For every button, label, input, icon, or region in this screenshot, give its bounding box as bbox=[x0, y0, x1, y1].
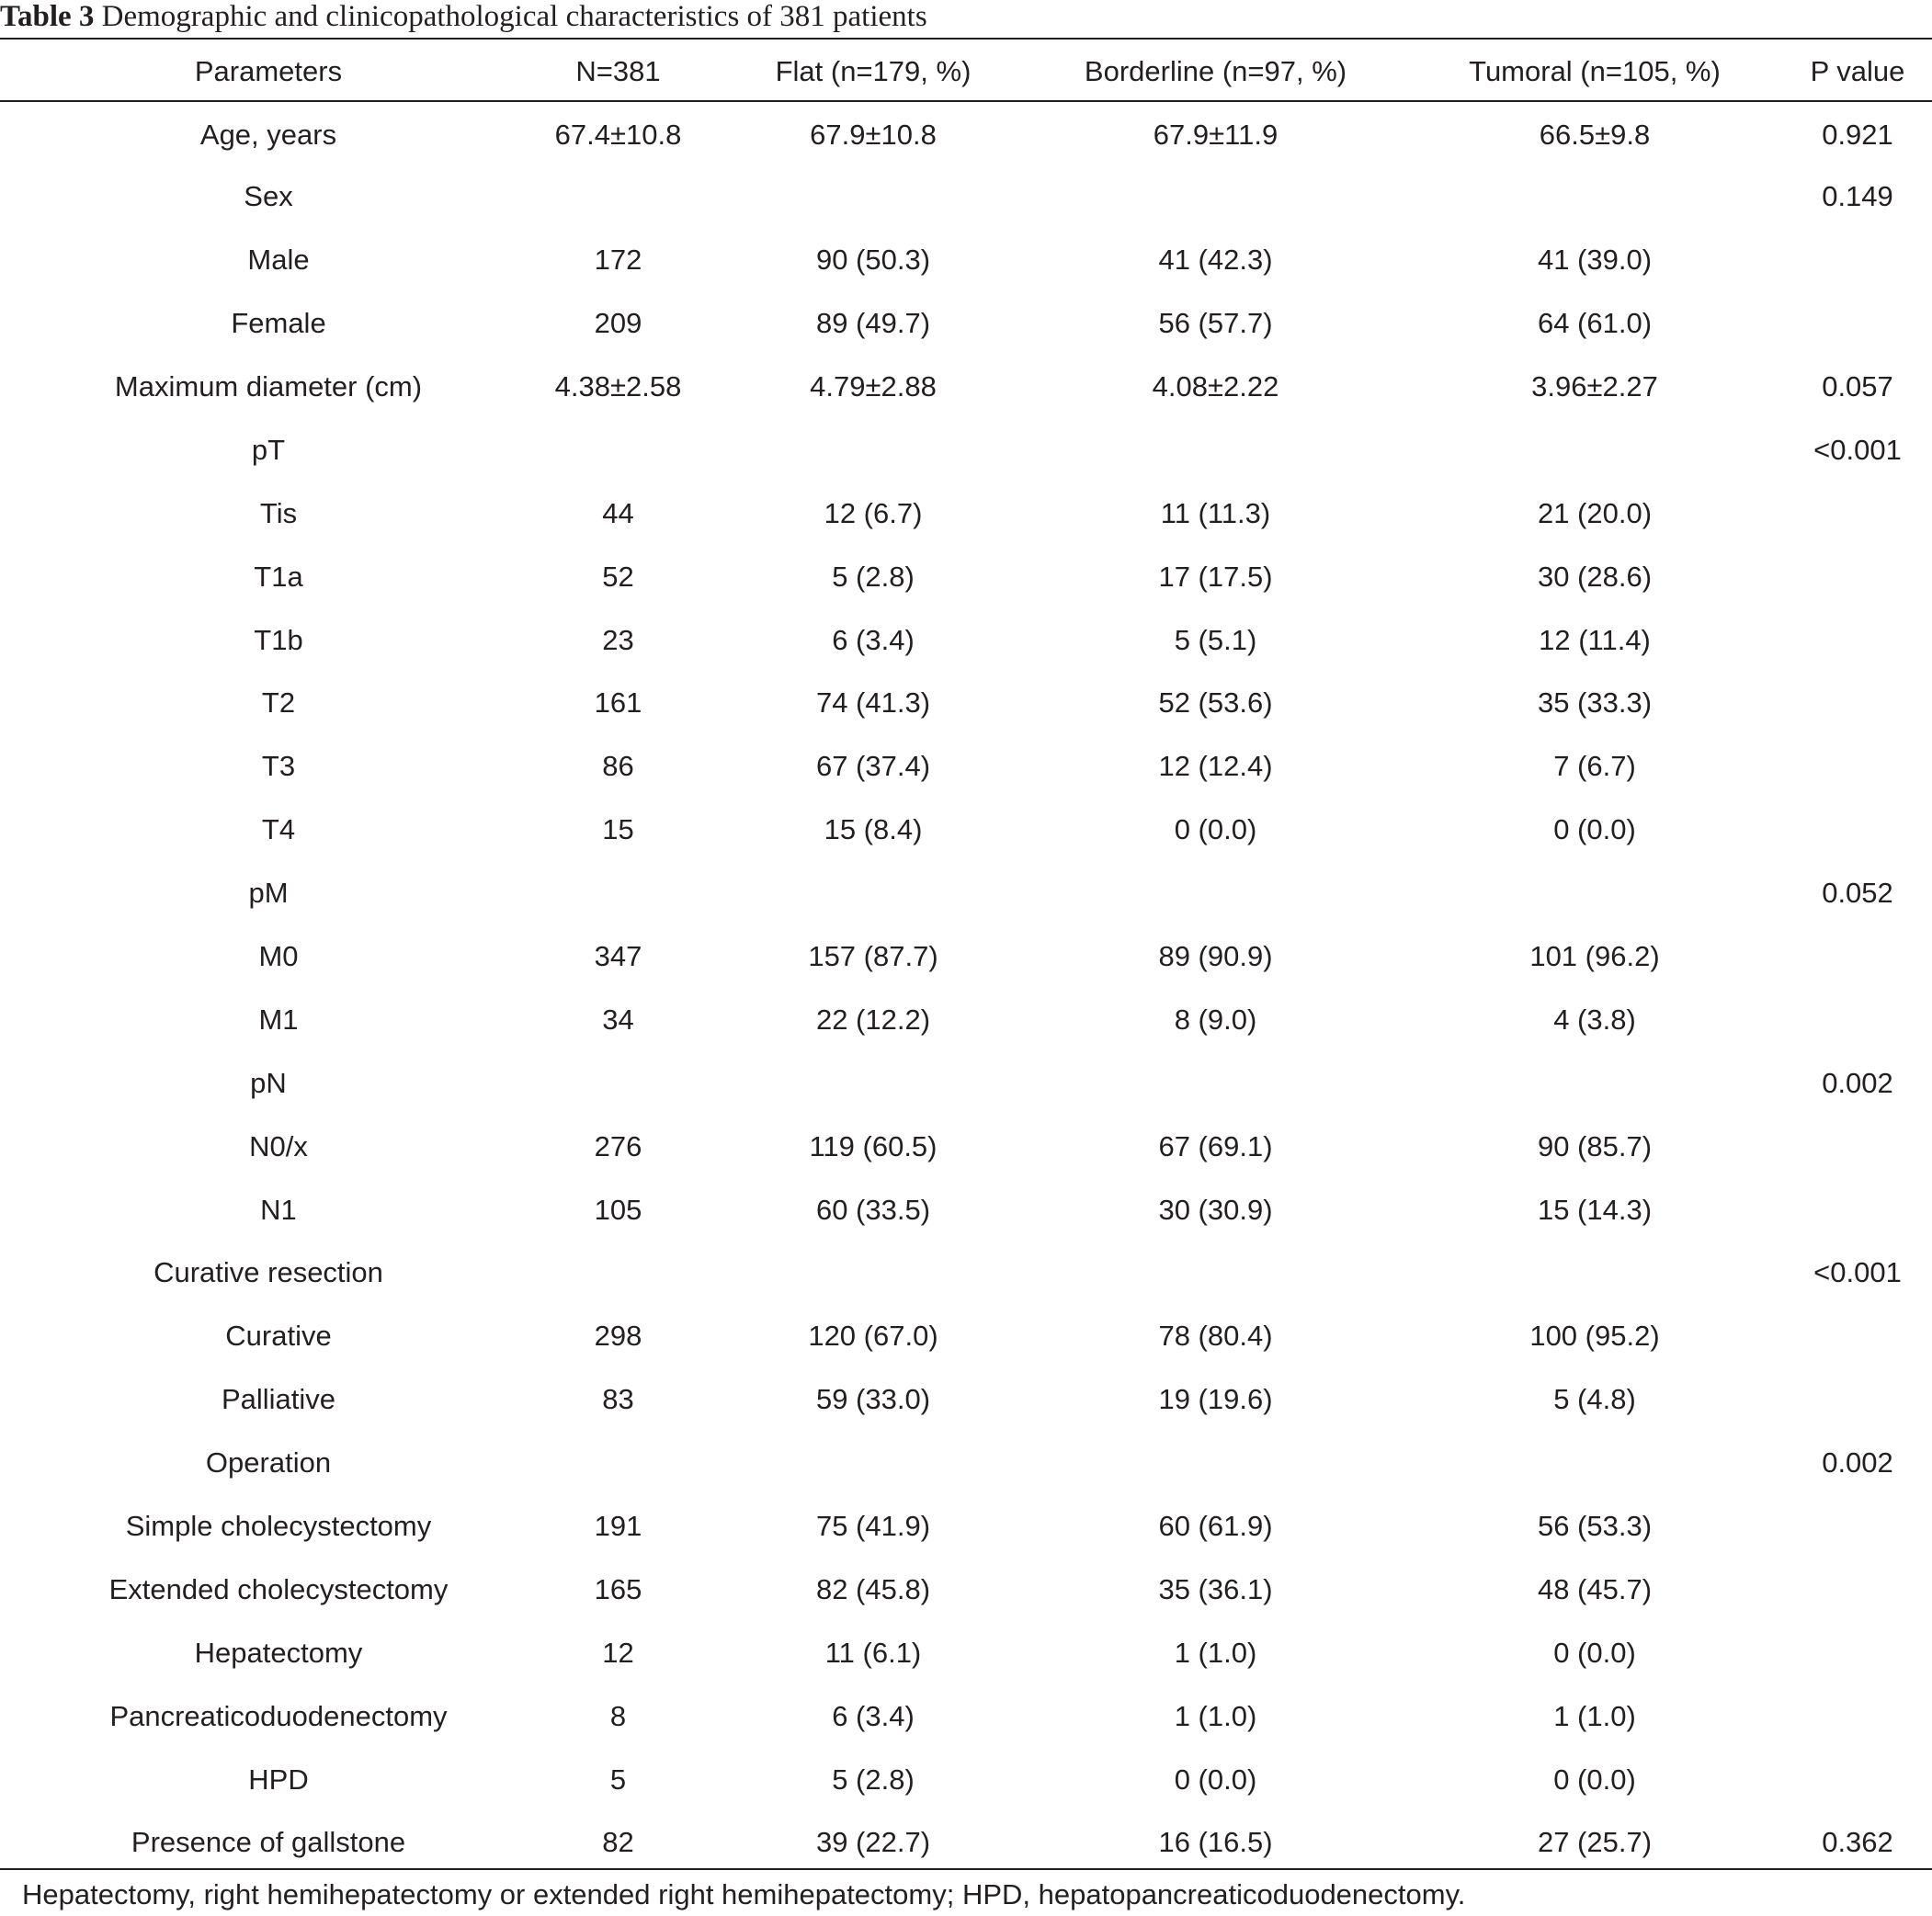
table-row bbox=[0, 672, 1932, 735]
table-row bbox=[0, 1305, 1932, 1368]
table-row bbox=[0, 1051, 1932, 1115]
cell-parameter: HPD bbox=[248, 1763, 309, 1796]
cell-borderline: 19 (19.6) bbox=[1158, 1383, 1273, 1416]
cell-borderline: 67 (69.1) bbox=[1158, 1129, 1273, 1162]
cell-borderline: 78 (80.4) bbox=[1158, 1320, 1273, 1353]
cell-p-value bbox=[1783, 545, 1932, 608]
table-row bbox=[0, 545, 1932, 608]
table-caption bbox=[0, 0, 927, 37]
cell-borderline bbox=[1025, 418, 1406, 482]
cell-n: 67.4±10.8 bbox=[554, 119, 682, 152]
cell-parameter: Tis bbox=[259, 496, 298, 529]
table-row bbox=[0, 1684, 1932, 1748]
cell-n: 276 bbox=[594, 1129, 642, 1162]
cell-borderline: 41 (42.3) bbox=[1158, 244, 1273, 277]
table-row bbox=[0, 799, 1932, 862]
cell-parameter: Maximum diameter (cm) bbox=[114, 370, 423, 402]
cell-tumoral: 12 (11.4) bbox=[1539, 623, 1651, 656]
cell-n bbox=[515, 1241, 722, 1305]
table-row bbox=[0, 608, 1932, 672]
cell-tumoral: 0 (0.0) bbox=[1553, 1636, 1636, 1669]
cell-tumoral: 7 (6.7) bbox=[1553, 750, 1636, 783]
cell-flat: 82 (45.8) bbox=[815, 1572, 931, 1605]
cell-p-value bbox=[1783, 482, 1932, 545]
cell-p-value bbox=[1783, 988, 1932, 1051]
cell-tumoral: 0 (0.0) bbox=[1553, 813, 1636, 846]
cell-n: 82 bbox=[602, 1826, 634, 1859]
cell-n: 83 bbox=[602, 1383, 634, 1416]
table-row bbox=[0, 229, 1932, 292]
cell-p-value: 0.052 bbox=[1822, 877, 1893, 910]
cell-n: 165 bbox=[594, 1572, 642, 1605]
cell-borderline bbox=[1025, 165, 1406, 229]
header-parameters: Parameters bbox=[194, 55, 343, 87]
cell-flat bbox=[722, 418, 1025, 482]
cell-borderline bbox=[1025, 1051, 1406, 1115]
cell-n: 5 bbox=[609, 1763, 627, 1796]
cell-p-value: <0.001 bbox=[1813, 433, 1902, 466]
cell-n: 23 bbox=[602, 623, 634, 656]
cell-n: 44 bbox=[602, 496, 634, 529]
cell-flat: 67 (37.4) bbox=[815, 750, 931, 783]
cell-tumoral: 101 (96.2) bbox=[1529, 940, 1660, 973]
table-row bbox=[0, 356, 1932, 419]
cell-n: 191 bbox=[594, 1510, 642, 1543]
cell-flat bbox=[722, 862, 1025, 925]
cell-p-value bbox=[1783, 1305, 1932, 1368]
cell-parameter: T4 bbox=[261, 813, 296, 846]
cell-p-value bbox=[1783, 1178, 1932, 1241]
cell-parameter: Palliative bbox=[221, 1383, 336, 1416]
cell-tumoral: 5 (4.8) bbox=[1553, 1383, 1636, 1416]
cell-p-value bbox=[1783, 799, 1932, 862]
cell-borderline: 8 (9.0) bbox=[1174, 1003, 1257, 1036]
cell-parameter: T3 bbox=[261, 750, 296, 783]
cell-p-value bbox=[1783, 1748, 1932, 1811]
table-footnote: Hepatectomy, right hemihepatectomy or extended right hemihepatectomy; HPD, hepatopancreaticoduodenectomy. bbox=[22, 1878, 1466, 1910]
cell-borderline: 5 (5.1) bbox=[1174, 623, 1257, 656]
table-row bbox=[0, 1558, 1932, 1621]
cell-n: 105 bbox=[594, 1193, 642, 1226]
table-row bbox=[0, 925, 1932, 989]
cell-p-value bbox=[1783, 1115, 1932, 1178]
cell-parameter: M0 bbox=[258, 940, 299, 973]
cell-tumoral: 1 (1.0) bbox=[1553, 1699, 1636, 1732]
cell-n bbox=[515, 418, 722, 482]
cell-parameter: T1a bbox=[254, 560, 303, 593]
characteristics-table bbox=[0, 40, 1932, 1875]
cell-borderline: 0 (0.0) bbox=[1174, 1763, 1257, 1796]
cell-borderline: 89 (90.9) bbox=[1158, 940, 1273, 973]
cell-flat: 12 (6.7) bbox=[824, 496, 923, 529]
cell-borderline: 12 (12.4) bbox=[1158, 750, 1273, 783]
header-flat: Flat (n=179, %) bbox=[775, 55, 972, 87]
cell-flat: 90 (50.3) bbox=[815, 244, 931, 277]
cell-tumoral: 100 (95.2) bbox=[1529, 1320, 1660, 1353]
cell-p-value bbox=[1783, 229, 1932, 292]
cell-flat: 6 (3.4) bbox=[832, 623, 915, 656]
cell-flat: 5 (2.8) bbox=[832, 1763, 915, 1796]
cell-flat: 89 (49.7) bbox=[815, 307, 931, 340]
cell-tumoral: 48 (45.7) bbox=[1537, 1572, 1653, 1605]
cell-flat bbox=[722, 1432, 1025, 1495]
cell-parameter: Age, years bbox=[199, 119, 337, 152]
table-row bbox=[0, 1495, 1932, 1559]
table-row bbox=[0, 988, 1932, 1051]
cell-tumoral: 35 (33.3) bbox=[1537, 686, 1653, 720]
cell-n: 209 bbox=[594, 307, 642, 340]
cell-tumoral bbox=[1406, 862, 1783, 925]
cell-flat: 157 (87.7) bbox=[808, 940, 938, 973]
cell-n: 298 bbox=[594, 1320, 642, 1353]
table-row bbox=[0, 1748, 1932, 1811]
cell-parameter: pT bbox=[251, 433, 286, 466]
cell-tumoral: 90 (85.7) bbox=[1537, 1129, 1653, 1162]
cell-borderline: 4.08±2.22 bbox=[1152, 370, 1279, 402]
cell-n: 161 bbox=[594, 686, 642, 720]
cell-borderline: 35 (36.1) bbox=[1158, 1572, 1273, 1605]
cell-borderline: 56 (57.7) bbox=[1158, 307, 1273, 340]
cell-flat: 15 (8.4) bbox=[824, 813, 923, 846]
cell-borderline: 1 (1.0) bbox=[1174, 1636, 1257, 1669]
cell-tumoral bbox=[1406, 1051, 1783, 1115]
table-body bbox=[0, 102, 1932, 1875]
cell-parameter: T1b bbox=[254, 623, 303, 656]
cell-parameter: Female bbox=[231, 307, 326, 340]
cell-flat: 75 (41.9) bbox=[815, 1510, 931, 1543]
cell-borderline: 17 (17.5) bbox=[1158, 560, 1273, 593]
table-caption-label: Table 3 bbox=[0, 0, 95, 33]
cell-parameter: T2 bbox=[261, 686, 296, 720]
cell-flat: 39 (22.7) bbox=[815, 1826, 931, 1859]
cell-n bbox=[515, 1432, 722, 1495]
table-row bbox=[0, 482, 1932, 545]
table-row bbox=[0, 1811, 1932, 1875]
cell-n: 172 bbox=[594, 244, 642, 277]
cell-borderline: 30 (30.9) bbox=[1158, 1193, 1273, 1226]
cell-p-value bbox=[1783, 608, 1932, 672]
table-row bbox=[0, 1368, 1932, 1432]
header-p-value: P value bbox=[1810, 55, 1905, 87]
cell-p-value: 0.002 bbox=[1822, 1446, 1893, 1480]
cell-p-value bbox=[1783, 1368, 1932, 1432]
cell-p-value: <0.001 bbox=[1813, 1256, 1902, 1289]
cell-borderline bbox=[1025, 862, 1406, 925]
cell-p-value bbox=[1783, 292, 1932, 356]
cell-borderline: 11 (11.3) bbox=[1160, 496, 1271, 529]
cell-parameter: pM bbox=[248, 877, 289, 910]
cell-parameter: Pancreaticoduodenectomy bbox=[109, 1699, 448, 1732]
header-n: N=381 bbox=[575, 55, 661, 87]
cell-tumoral: 30 (28.6) bbox=[1537, 560, 1653, 593]
cell-parameter: pN bbox=[250, 1066, 287, 1099]
table-row bbox=[0, 292, 1932, 356]
cell-p-value: 0.057 bbox=[1822, 370, 1893, 402]
cell-borderline: 67.9±11.9 bbox=[1153, 119, 1279, 152]
cell-n: 86 bbox=[602, 750, 634, 783]
cell-parameter: Simple cholecystectomy bbox=[125, 1510, 432, 1543]
cell-flat bbox=[722, 165, 1025, 229]
cell-borderline: 16 (16.5) bbox=[1158, 1826, 1273, 1859]
cell-flat: 74 (41.3) bbox=[815, 686, 931, 720]
cell-borderline bbox=[1025, 1241, 1406, 1305]
cell-tumoral: 64 (61.0) bbox=[1537, 307, 1653, 340]
cell-flat: 5 (2.8) bbox=[832, 560, 915, 593]
cell-tumoral: 21 (20.0) bbox=[1537, 496, 1653, 529]
cell-flat bbox=[722, 1051, 1025, 1115]
cell-tumoral bbox=[1406, 165, 1783, 229]
cell-n: 347 bbox=[594, 940, 642, 973]
cell-tumoral bbox=[1406, 1432, 1783, 1495]
table-row bbox=[0, 165, 1932, 229]
cell-n: 15 bbox=[602, 813, 634, 846]
table-row bbox=[0, 102, 1932, 165]
cell-borderline: 1 (1.0) bbox=[1174, 1699, 1257, 1732]
cell-flat: 4.79±2.88 bbox=[810, 370, 937, 402]
table-row bbox=[0, 1621, 1932, 1684]
cell-p-value bbox=[1783, 735, 1932, 799]
cell-n bbox=[515, 862, 722, 925]
cell-tumoral bbox=[1406, 418, 1783, 482]
cell-tumoral: 4 (3.8) bbox=[1553, 1003, 1636, 1036]
cell-flat: 59 (33.0) bbox=[815, 1383, 931, 1416]
cell-parameter: N0/x bbox=[249, 1129, 308, 1162]
cell-tumoral: 56 (53.3) bbox=[1537, 1510, 1653, 1543]
cell-borderline: 0 (0.0) bbox=[1174, 813, 1257, 846]
cell-p-value bbox=[1783, 1558, 1932, 1621]
cell-flat: 67.9±10.8 bbox=[810, 119, 937, 152]
cell-tumoral: 15 (14.3) bbox=[1537, 1193, 1653, 1226]
cell-p-value: 0.002 bbox=[1822, 1066, 1893, 1099]
cell-p-value bbox=[1783, 925, 1932, 989]
cell-flat bbox=[722, 1241, 1025, 1305]
header-tumoral: Tumoral (n=105, %) bbox=[1469, 55, 1721, 87]
cell-tumoral: 3.96±2.27 bbox=[1531, 370, 1658, 402]
cell-borderline bbox=[1025, 1432, 1406, 1495]
cell-parameter: Curative bbox=[225, 1320, 332, 1353]
cell-flat: 120 (67.0) bbox=[808, 1320, 938, 1353]
cell-p-value: 0.149 bbox=[1822, 180, 1893, 213]
cell-parameter: Operation bbox=[205, 1446, 332, 1480]
cell-borderline: 52 (53.6) bbox=[1158, 686, 1273, 720]
cell-n: 52 bbox=[602, 560, 634, 593]
cell-tumoral bbox=[1406, 1241, 1783, 1305]
cell-p-value bbox=[1783, 1621, 1932, 1684]
cell-parameter: Hepatectomy bbox=[194, 1636, 363, 1669]
cell-n: 12 bbox=[602, 1636, 634, 1669]
cell-parameter: N1 bbox=[260, 1193, 297, 1226]
cell-n bbox=[515, 1051, 722, 1115]
cell-flat: 6 (3.4) bbox=[832, 1699, 915, 1732]
cell-flat: 22 (12.2) bbox=[815, 1003, 931, 1036]
table-row bbox=[0, 418, 1932, 482]
cell-tumoral: 66.5±9.8 bbox=[1539, 119, 1651, 152]
cell-tumoral: 0 (0.0) bbox=[1553, 1763, 1636, 1796]
table-header-row bbox=[0, 40, 1932, 102]
table-row bbox=[0, 862, 1932, 925]
cell-n: 34 bbox=[602, 1003, 634, 1036]
table-caption-text: Demographic and clinicopathological characteristics of 381 patients bbox=[101, 0, 927, 33]
cell-parameter: M1 bbox=[258, 1003, 299, 1036]
cell-n bbox=[515, 165, 722, 229]
cell-flat: 11 (6.1) bbox=[824, 1636, 922, 1669]
cell-borderline: 60 (61.9) bbox=[1158, 1510, 1273, 1543]
table-row bbox=[0, 1115, 1932, 1178]
cell-tumoral: 41 (39.0) bbox=[1537, 244, 1653, 277]
cell-p-value: 0.921 bbox=[1822, 119, 1893, 152]
table-row bbox=[0, 1241, 1932, 1305]
cell-flat: 60 (33.5) bbox=[815, 1193, 931, 1226]
cell-n: 4.38±2.58 bbox=[554, 370, 682, 402]
table-row bbox=[0, 735, 1932, 799]
cell-parameter: Extended cholecystectomy bbox=[108, 1572, 449, 1605]
table-row bbox=[0, 1178, 1932, 1241]
cell-parameter: Curative resection bbox=[153, 1256, 383, 1289]
cell-parameter: Presence of gallstone bbox=[131, 1826, 406, 1859]
cell-parameter: Sex bbox=[244, 180, 293, 213]
cell-p-value bbox=[1783, 1684, 1932, 1748]
table-row bbox=[0, 1432, 1932, 1495]
cell-flat: 119 (60.5) bbox=[809, 1129, 938, 1162]
cell-p-value bbox=[1783, 1495, 1932, 1559]
header-borderline: Borderline (n=97, %) bbox=[1084, 55, 1347, 87]
cell-parameter: Male bbox=[247, 244, 310, 277]
cell-p-value: 0.362 bbox=[1822, 1826, 1893, 1859]
cell-n: 8 bbox=[609, 1699, 627, 1732]
cell-tumoral: 27 (25.7) bbox=[1537, 1826, 1653, 1859]
cell-p-value bbox=[1783, 672, 1932, 735]
